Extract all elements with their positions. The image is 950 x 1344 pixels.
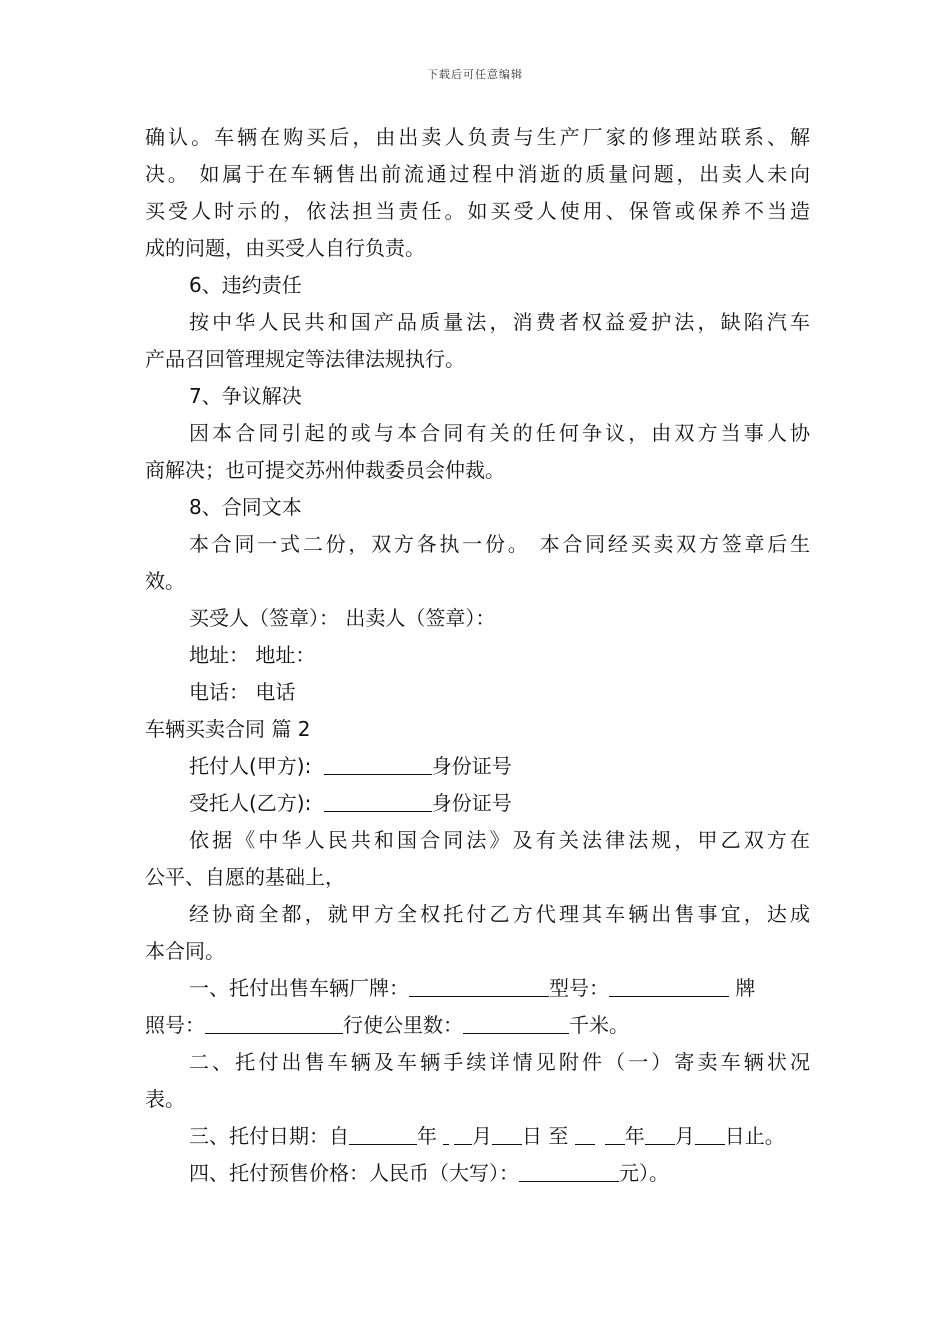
item-1-km-label: 千米。 xyxy=(569,1013,629,1037)
paragraph-line: 本合同一式二份，双方各执一份。 本合同经买卖双方签章后生 xyxy=(189,532,810,556)
section-heading-8: 8、合同文本 xyxy=(189,495,302,519)
paragraph-line: 因本合同引起的或与本合同有关的任何争议，由双方当事人协 xyxy=(189,421,810,445)
id-label: 身份证号 xyxy=(431,791,512,815)
mileage-blank xyxy=(463,1011,569,1034)
start-year-blank xyxy=(349,1122,417,1145)
item-3-line xyxy=(145,1118,810,1155)
to-label: 至 xyxy=(548,1124,569,1148)
item-1-mileage-label: 行使公里数： xyxy=(343,1013,463,1037)
plate-blank xyxy=(205,1011,343,1034)
brand-blank xyxy=(409,974,549,997)
item-1-model-label: 型号： xyxy=(549,976,609,1000)
section-heading-6: 6、违约责任 xyxy=(189,273,302,297)
section-heading-7: 7、争议解决 xyxy=(189,384,302,408)
contract-title-2: 车辆买卖合同 篇 2 xyxy=(145,717,311,741)
end-label: 日止。 xyxy=(724,1124,785,1148)
day-label: 日 xyxy=(522,1124,542,1148)
paragraph-line: 成的问题，由买受人自行负责。 xyxy=(145,236,425,260)
start-day-blank xyxy=(492,1122,522,1145)
phone-line: 电话： 电话 xyxy=(189,680,296,704)
price-blank xyxy=(519,1159,619,1182)
paragraph-line: 二、托付出售车辆及车辆手续详情见附件（一）寄卖车辆状况 xyxy=(189,1050,810,1074)
client-label: 托付人(甲方): xyxy=(189,754,312,778)
address-line: 地址： 地址： xyxy=(189,643,316,667)
year-label: 年 xyxy=(624,1124,645,1148)
item-4-line xyxy=(145,1155,810,1192)
paragraph-line: 买受人时示的，依法担当责任。如买受人使用、保管或保养不当造 xyxy=(145,199,810,223)
end-year-blank-b xyxy=(605,1122,625,1145)
agent-name-blank xyxy=(324,789,432,812)
start-month-blank-a xyxy=(443,1122,449,1145)
item-4-yuan: 元）。 xyxy=(619,1161,669,1185)
paragraph-line: 效。 xyxy=(145,569,185,593)
paragraph-line: 表。 xyxy=(145,1087,185,1111)
item-1-line-2 xyxy=(145,1007,810,1044)
paragraph-line: 按中华人民共和国产品质量法，消费者权益爱护法，缺陷汽车 xyxy=(189,310,810,334)
year-label: 年 xyxy=(417,1124,437,1148)
item-1-brand-label: 一、托付出售车辆厂牌： xyxy=(189,976,409,1000)
paragraph-line: 依据《中华人民共和国合同法》及有关法律法规，甲乙双方在 xyxy=(189,828,810,852)
end-day-blank xyxy=(695,1122,725,1145)
item-1-plate-label: 牌 xyxy=(735,976,756,1000)
signature-line: 买受人（签章）： 出卖人（签章）： xyxy=(189,606,496,630)
document-body xyxy=(145,119,810,1192)
month-label: 月 xyxy=(472,1124,492,1148)
end-year-blank-a xyxy=(575,1122,595,1145)
item-4-label: 四、托付预售价格：人民币（大写）： xyxy=(189,1161,519,1185)
paragraph-line: 决。 如属于在车辆售出前流通过程中消逝的质量问题，出卖人未向 xyxy=(145,162,810,186)
start-month-blank-b xyxy=(454,1122,472,1145)
client-name-blank xyxy=(324,752,432,775)
agent-line xyxy=(145,785,810,822)
id-label: 身份证号 xyxy=(431,754,512,778)
agent-label: 受托人(乙方): xyxy=(189,791,312,815)
header-note: 下载后可任意编辑 xyxy=(427,68,523,81)
item-1-plate-no-label: 照号： xyxy=(145,1013,205,1037)
month-label: 月 xyxy=(674,1124,695,1148)
item-1-line-1 xyxy=(145,970,810,1007)
client-line xyxy=(145,748,810,785)
end-month-blank xyxy=(645,1122,675,1145)
paragraph-line: 经协商全都，就甲方全权托付乙方代理其车辆出售事宜，达成 xyxy=(189,902,810,926)
model-blank xyxy=(609,974,729,997)
paragraph-line: 确认。车辆在购买后，由出卖人负责与生产厂家的修理站联系、解 xyxy=(145,125,810,149)
paragraph-line: 产品召回管理规定等法律法规执行。 xyxy=(145,347,465,371)
paragraph-line: 本合同。 xyxy=(145,939,225,963)
paragraph-line: 商解决；也可提交苏州仲裁委员会仲裁。 xyxy=(145,458,505,482)
paragraph-line: 公平、自愿的基础上， xyxy=(145,865,345,889)
item-3-label: 三、托付日期：自 xyxy=(189,1124,349,1148)
